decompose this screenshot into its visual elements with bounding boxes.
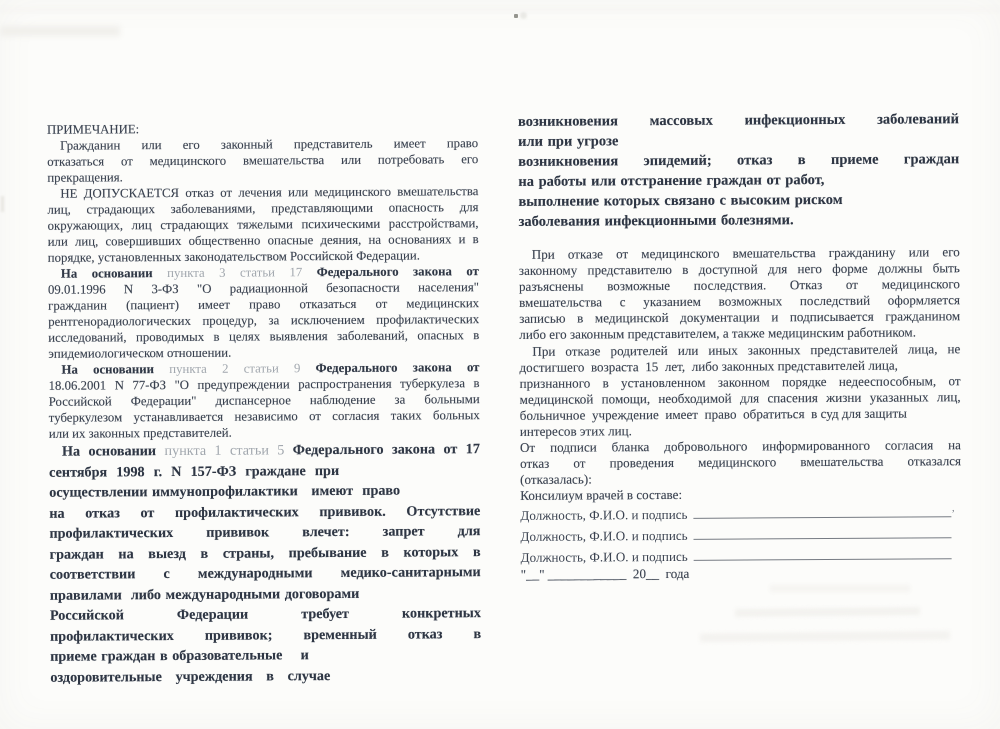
signature-row: [520, 502, 961, 526]
signature-label: Должность, Ф.И.О. и подпись: [520, 506, 688, 523]
text-segment: НЕ ДОПУСКАЕТСЯ отказ от лечения или медицинского вмешательства: [60, 184, 479, 201]
text-segment: Консилиум врачей в составе:: [520, 487, 683, 504]
text-segment: 18.06.2001 N 77-ФЗ "О предупреждении распространения туберкулеза в: [48, 376, 480, 393]
text-segment: или их законных представителей.: [48, 425, 232, 441]
text-segment: лиц, страдающих заболеваниями, представляющими опасность для: [47, 200, 479, 217]
signature-label: Должность, Ф.И.О. и подпись: [520, 527, 688, 544]
text-segment: либо его законным представителем, а также медицинским работником.: [519, 324, 917, 343]
text-line: [50, 562, 481, 585]
signature-line: [694, 544, 952, 561]
text-segment: или при угрозе: [518, 133, 619, 150]
text-segment: 09.01.1996 N 3-ФЗ "О радиационной безопасности населения": [47, 280, 480, 297]
text-segment: правилами либо международными договорами: [49, 585, 360, 604]
text-segment: Федерального закона от: [316, 264, 479, 280]
text-segment: разъяснены возможные последствия. Отказ от медицинского: [518, 276, 961, 295]
text-line: [50, 644, 481, 667]
law-reference: пункта 2 статьи 9: [169, 361, 316, 377]
text-segment: окружающих, лиц страдающих тяжелыми психическими расстройствами,: [47, 216, 479, 233]
text-segment: записью в медицинской документации и подписывается гражданином: [519, 308, 961, 327]
text-line: [518, 169, 959, 192]
text-line: [518, 129, 959, 152]
text-segment: Гражданин или его законный представитель имеет право: [60, 136, 479, 153]
text-segment: на отказ от профилактических прививок. Отсутствие: [49, 502, 481, 522]
text-line: [520, 453, 961, 472]
right-column: [518, 109, 962, 583]
text-segment: законному представителю в доступной для него форме должны быть: [518, 260, 960, 278]
signature-label: Должность, Ф.И.О. и подпись: [520, 548, 688, 565]
text-line: [50, 624, 481, 647]
text-segment: На основании: [61, 443, 165, 460]
text-segment: вмешательства с указанием возможных последствий оформляется: [519, 292, 961, 311]
text-segment: "__" ____________ 20__ года: [520, 565, 690, 582]
text-segment: профилактических прививок влечет: запрет для: [49, 523, 481, 542]
text-segment: эпидемиологическом отношении.: [48, 345, 232, 361]
text-segment: Российской Федерации требует конкретных: [49, 605, 482, 624]
text-segment: На основании: [61, 362, 170, 377]
text-line: [49, 501, 480, 524]
text-line: [49, 460, 480, 483]
text-line: [50, 665, 481, 688]
text-line: [50, 603, 481, 626]
text-segment: На основании: [60, 266, 168, 281]
text-segment: оздоровительные учреждения в случае: [50, 667, 331, 686]
text-line: [47, 151, 478, 170]
text-segment: признанного в установленном законном порядке недееспособным, от: [519, 372, 961, 391]
text-segment: на работы или отстранение граждан от работ,: [518, 172, 825, 190]
text-line: [49, 439, 480, 462]
text-segment: граждан на выезд в страны, пребывание в которых в: [49, 543, 481, 563]
text-line: [518, 149, 959, 172]
text-segment: При отказе от медицинского вмешательства гражданину или его: [531, 244, 960, 262]
text-segment: прекращения.: [47, 170, 123, 185]
text-line: [49, 407, 480, 426]
text-segment: осуществлении иммунопрофилактики имеют право: [49, 482, 401, 501]
text-segment: туберкулезом устанавливается независимо от согласия таких больных: [48, 408, 480, 425]
text-segment: Федерального закона от: [315, 360, 480, 376]
text-line: [520, 405, 961, 424]
text-segment: рентгенорадиологических процедур, за исключением профилактических: [48, 312, 480, 329]
signature-row: [521, 544, 962, 567]
text-segment: приеме граждан в образовательные и: [50, 647, 309, 665]
signature-line: [694, 523, 952, 540]
text-segment: отказ от проведения медицинского вмешательства отказался: [520, 453, 962, 472]
text-segment: От подписи бланка добровольного информированного согласия на: [519, 437, 961, 456]
text-segment: сентября 1998 г. N 157-ФЗ граждане при: [49, 462, 340, 481]
text-segment: ПРИМЕЧАНИЕ:: [46, 122, 140, 137]
text-line: [48, 327, 479, 346]
text-segment: интересов этих лиц.: [519, 423, 632, 439]
text-segment: возникновения массовых инфекционных заболеваний: [517, 111, 960, 130]
text-segment: больничное учреждение имеет право обратиться в суд для защиты: [519, 405, 908, 423]
text-segment: или лиц, совершивших общественно опасные деяния, на основаниях и в: [47, 232, 479, 249]
signature-line: [693, 502, 951, 519]
text-segment: заболевания инфекционными болезнями.: [518, 212, 794, 230]
text-line: [518, 109, 959, 132]
scan-stray-mark: ’: [951, 507, 956, 520]
text-segment: медицинской помощи, необходимой для спасения жизни указанных лиц,: [519, 389, 961, 407]
text-segment: При отказе родителей или иных законных представителей лица, не: [532, 340, 961, 359]
text-line: [49, 521, 480, 544]
text-line: [50, 583, 481, 606]
text-segment: соответствии с международными медико-санитарными: [49, 564, 481, 583]
text-segment: гражданин (пациент) имеет право отказаться от медицинских: [48, 296, 480, 313]
text-segment: Российской Федерации" диспансерное наблюдение за больными: [48, 392, 480, 409]
text-segment: достигшего возраста 15 лет, либо законных представителей лица,: [519, 357, 898, 375]
text-segment: Федерального закона от 17: [292, 441, 481, 459]
text-segment: профилактических прививок; временный отказ в: [50, 625, 482, 645]
text-segment: выполнение которых связано с высоким риском: [518, 191, 843, 210]
text-segment: порядке, установленных законодательством Российской Федерации.: [47, 248, 420, 265]
text-line: [49, 480, 480, 503]
text-segment: отказаться от медицинского вмешательства или потребовать его: [47, 152, 479, 169]
left-column: [47, 119, 481, 688]
text-line: [50, 542, 481, 565]
text-line: [521, 564, 962, 583]
text-line: [519, 209, 960, 232]
text-segment: возникновения эпидемий; отказ в приеме граждан: [518, 151, 960, 170]
law-reference: пункта 3 статьи 17: [167, 265, 317, 281]
text-line: [518, 189, 959, 212]
law-reference: пункта 1 статьи 5: [164, 442, 293, 460]
text-segment: (отказалась):: [520, 471, 592, 488]
signature-row: [520, 523, 961, 546]
text-segment: исследований, проводимых в целях выявления заболеваний, опасных в: [48, 328, 480, 345]
